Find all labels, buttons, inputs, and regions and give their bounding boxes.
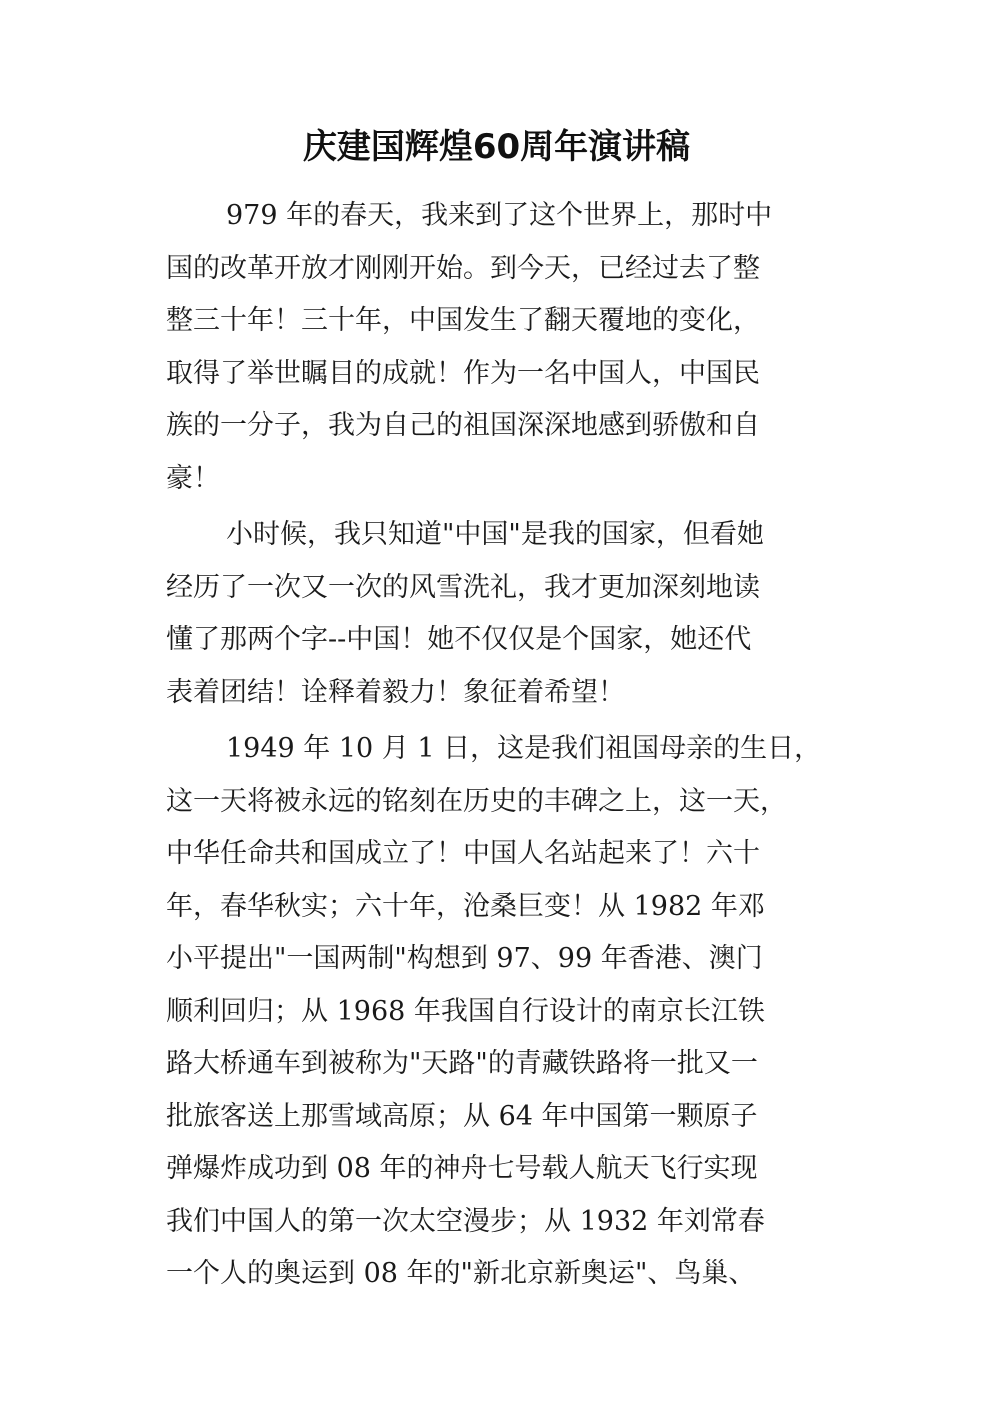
- text-line: 族的一分子，我为自己的祖国深深地感到骄傲和自: [166, 410, 760, 441]
- text-line: 取得了举世瞩目的成就！作为一名中国人，中国民: [166, 357, 760, 389]
- text-line: 这一天将被永远的铭刻在历史的丰碑之上，这一天，: [166, 785, 787, 817]
- text-line: 表着团结！诠释着毅力！象征着希望！: [166, 676, 625, 708]
- text-line: 懂了那两个字--中国！她不仅仅是个国家，她还代: [166, 624, 752, 655]
- text-line: 小时候，我只知道"中国"是我的国家，但看她: [226, 519, 764, 550]
- text-line: 中华任命共和国成立了！中国人名站起来了！六十: [166, 838, 760, 869]
- text-line: 1949 年 10 月 1 日，这是我们祖国母亲的生日，: [226, 733, 822, 764]
- document-title: 庆建国辉煌60周年演讲稿: [302, 127, 691, 167]
- text-line: 整三十年！三十年，中国发生了翻天覆地的变化，: [166, 305, 760, 336]
- paragraph-3: [166, 723, 866, 1301]
- text-line: 国的改革开放才刚刚开始。到今天，已经过去了整: [166, 252, 760, 284]
- text-line: 路大桥通车到被称为"天路"的青藏铁路将一批又一: [166, 1048, 758, 1079]
- text-line: 一个人的奥运到 08 年的"新北京新奥运"、鸟巢、: [166, 1258, 756, 1289]
- text-line: 顺利回归；从 1968 年我国自行设计的南京长江铁: [166, 995, 765, 1027]
- paragraph-1: [166, 190, 866, 505]
- text-line: 经历了一次又一次的风雪洗礼，我才更加深刻地读: [166, 571, 760, 603]
- text-line: 豪！: [166, 462, 220, 494]
- document-body: [166, 190, 866, 1301]
- text-line: 批旅客送上那雪域高原；从 64 年中国第一颗原子: [166, 1100, 758, 1132]
- text-line: 小平提出"一国两制"构想到 97、99 年香港、澳门: [166, 943, 763, 974]
- text-line: 我们中国人的第一次太空漫步；从 1932 年刘常春: [166, 1205, 765, 1237]
- text-line: 年，春华秋实；六十年，沧桑巨变！从 1982 年邓: [166, 890, 765, 922]
- paragraph-2: [166, 509, 866, 719]
- text-line: 979 年的春天，我来到了这个世界上，那时中: [226, 200, 773, 231]
- text-line: 弹爆炸成功到 08 年的神舟七号载人航天飞行实现: [166, 1153, 758, 1184]
